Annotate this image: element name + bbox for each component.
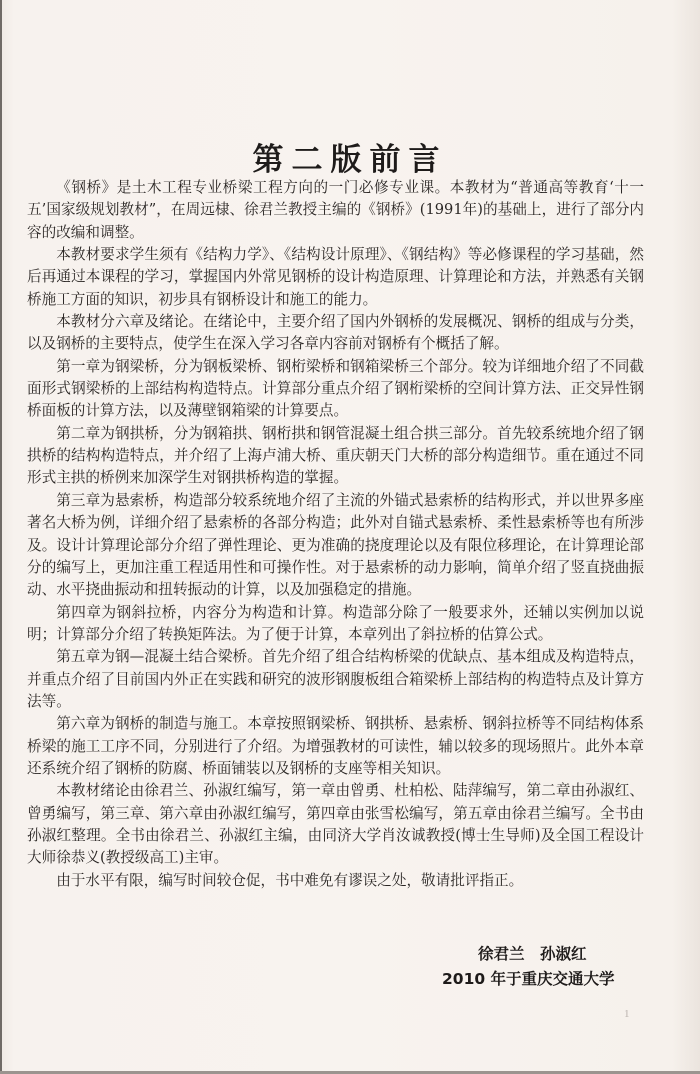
paragraph-prerequisites: 本教材要求学生须有《结构力学》、《结构设计原理》、《钢结构》等必修课程的学习基础，然后再通过本课程的学习，掌握国内外常见钢桥的设计构造原理、计算理论和方法，并熟悉有关钢桥施工方面的知识，初步具有钢桥设计和施工的能力。 — [27, 246, 644, 308]
paragraph-chapter-6: 第六章为钢桥的制造与施工。本章按照钢梁桥、钢拱桥、悬索桥、钢斜拉桥等不同结构体系桥梁的施工工序不同，分别进行了介绍。为增强教材的可读性，辅以较多的现场照片。此外本章还系统介绍了钢桥的防腐、桥面铺装以及钢桥的支座等相关知识。 — [27, 715, 644, 777]
paragraph-authorship: 本教材绪论由徐君兰、孙淑红编写，第一章由曾勇、杜柏松、陆萍编写，第二章由孙淑红、曾勇编写，第三章、第六章由孙淑红编写，第四章由张雪松编写，第五章由徐君兰编写。全书由孙淑红整理。全书由徐君兰、孙淑红主编，由同济大学肖汝诚教授(博士生导师)及全国工程设计大师徐恭义(教授级高工)主审。 — [27, 782, 644, 867]
preface-body — [27, 177, 644, 892]
paragraph-overview: 本教材分六章及绪论。在绪论中，主要介绍了国内外钢桥的发展概况、钢桥的组成与分类，以及钢桥的主要特点，使学生在深入学习各章内容前对钢桥有个概括了解。 — [27, 313, 644, 353]
paragraph-chapter-5: 第五章为钢—混凝土结合梁桥。首先介绍了组合结构桥梁的优缺点、基本组成及构造特点，并重点介绍了目前国内外正在实践和研究的波形钢腹板组合箱梁桥上部结构的构造特点及计算方法等。 — [27, 648, 644, 710]
paragraph-chapter-4: 第四章为钢斜拉桥，内容分为构造和计算。构造部分除了一般要求外，还辅以实例加以说明；计算部分介绍了转换矩阵法。为了便于计算，本章列出了斜拉桥的估算公式。 — [27, 603, 644, 643]
signature-date-place: 2010 年于重庆交通大学 — [442, 970, 615, 988]
page-title: 第二版前言 — [252, 141, 448, 178]
paragraph-closing: 由于水平有限，编写时间较仓促，书中难免有谬误之处，敬请批评指正。 — [56, 871, 524, 889]
page-number: 1 — [624, 1008, 630, 1020]
signature-authors: 徐君兰 孙淑红 — [478, 945, 587, 963]
paragraph-chapter-2: 第二章为钢拱桥，分为钢箱拱、钢桁拱和钢管混凝土组合拱三部分。首先较系统地介绍了钢拱桥的结构构造特点，并介绍了上海卢浦大桥、重庆朝天门大桥的部分构造细节。重在通过不同形式主拱的桥例来加深学生对钢拱桥构造的掌握。 — [27, 424, 644, 487]
paragraph-chapter-3: 第三章为悬索桥，构造部分较系统地介绍了主流的外锚式悬索桥的结构形式，并以世界多座著名大桥为例，详细介绍了悬索桥的各部分构造；此外对自锚式悬索桥、柔性悬索桥等也有所涉及。设计计算理论部分介绍了弹性理论、更为准确的挠度理论以及有限位移理论，在计算理论部分的编写上，更加注重工程适用性和可操作性。对于悬索桥的动力影响，简单介绍了竖直挠曲振动、水平挠曲振动和扭转振动的计算，以及加强稳定的措施。 — [27, 491, 644, 599]
paragraph-chapter-1: 第一章为钢梁桥，分为钢板梁桥、钢桁梁桥和钢箱梁桥三个部分。较为详细地介绍了不同截面形式钢梁桥的上部结构构造特点。计算部分重点介绍了钢桁梁桥的空间计算方法、正交异性钢桥面板的计算方法，以及薄壁钢箱梁的计算要点。 — [27, 357, 644, 420]
paragraph-intro: 《钢桥》是土木工程专业桥梁工程方向的一门必修专业课。本教材为“普通高等教育‘十一五’国家级规划教材”，在周远棣、徐君兰教授主编的《钢桥》(1991年)的基础上，进行了部分内容的改编和调整。 — [27, 179, 644, 241]
